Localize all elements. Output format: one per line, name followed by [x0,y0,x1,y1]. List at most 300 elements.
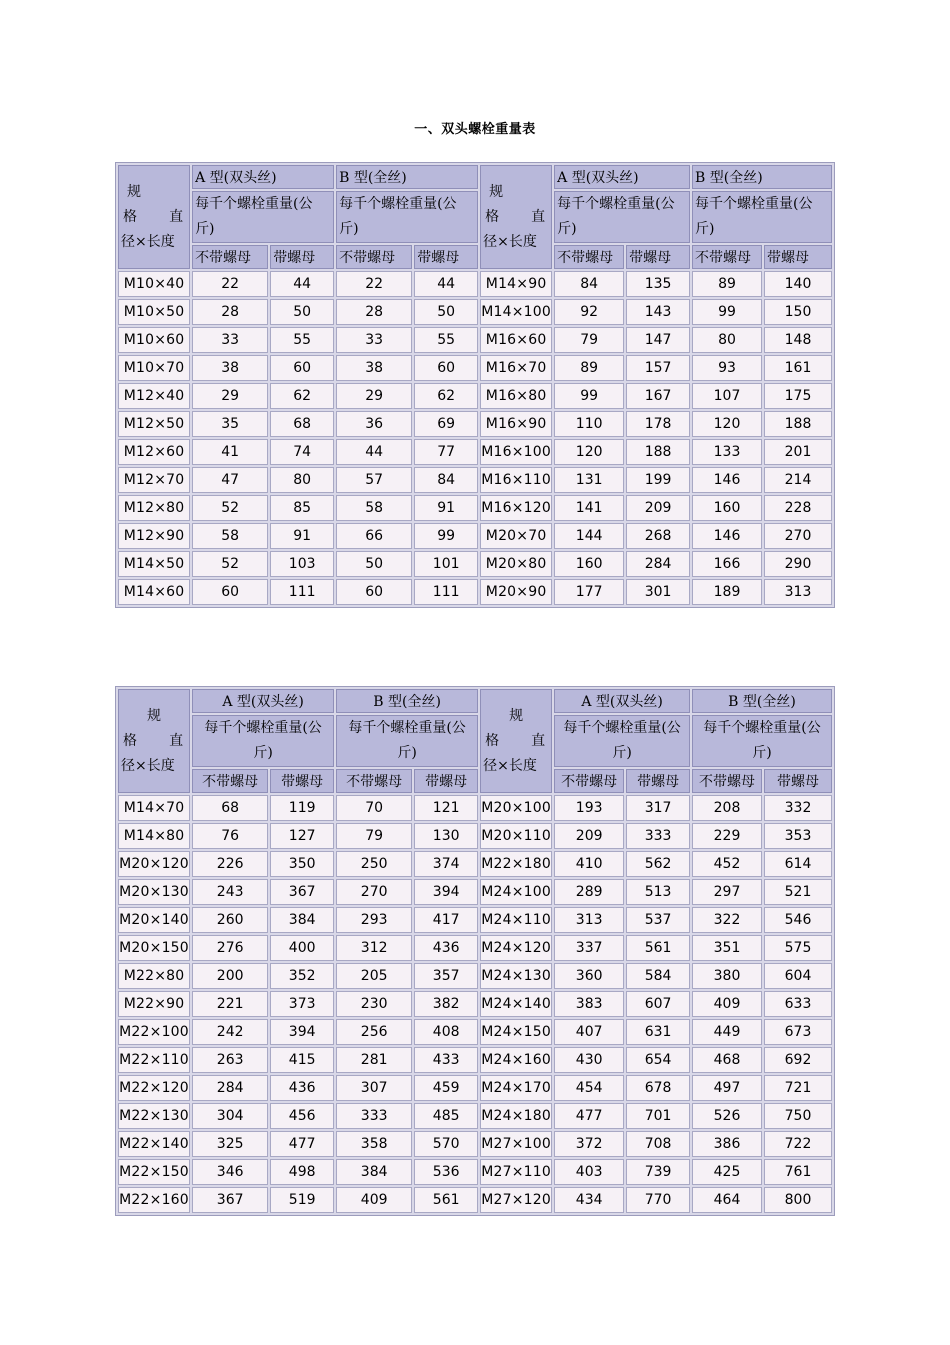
table-row [118,1019,832,1045]
spec-cell: M24×120 [480,935,552,961]
type-a-with-nut-cell: 103 [270,551,334,577]
type-a-with-nut-cell: 513 [626,879,690,905]
type-a-header: A 型(双头丝) [554,165,690,189]
type-b-no-nut-cell: 38 [336,355,412,381]
type-a-no-nut-cell: 38 [192,355,268,381]
type-a-no-nut-cell: 52 [192,495,268,521]
type-a-with-nut-cell: 44 [270,271,334,297]
type-a-with-nut-cell: 654 [626,1047,690,1073]
type-a-no-nut-cell: 131 [554,467,624,493]
unit-header-line1: 每千个螺栓重量(公 [195,196,313,212]
type-a-with-nut-cell: 436 [270,1075,334,1101]
type-b-no-nut-cell: 28 [336,299,412,325]
type-a-no-nut-cell: 200 [192,963,268,989]
spec-cell: M10×70 [118,355,190,381]
type-a-no-nut-cell: 52 [192,551,268,577]
type-a-no-nut-cell: 263 [192,1047,268,1073]
type-a-with-nut-cell: 74 [270,439,334,465]
type-a-with-nut-cell: 456 [270,1103,334,1129]
table-row [118,467,832,493]
bolt-weight-table-2 [115,686,835,1216]
type-a-with-nut-cell: 561 [626,935,690,961]
spec-cell: M20×150 [118,935,190,961]
type-b-no-nut-cell: 312 [336,935,412,961]
spec-cell: M27×110 [480,1159,552,1185]
type-b-no-nut-cell: 133 [692,439,762,465]
type-b-header: B 型(全丝) [336,165,478,189]
type-a-no-nut-cell: 79 [554,327,624,353]
type-b-no-nut-cell: 44 [336,439,412,465]
type-b-no-nut-cell: 256 [336,1019,412,1045]
spec-cell: M20×90 [480,579,552,605]
type-a-header: A 型(双头丝) [192,165,334,189]
type-b-with-nut-cell: 604 [764,963,832,989]
spec-header-line2 [119,205,189,230]
unit-header [192,715,334,767]
type-b-no-nut-cell: 351 [692,935,762,961]
table-row [118,495,832,521]
no-nut-header: 不带螺母 [192,769,268,793]
type-b-no-nut-cell: 208 [692,795,762,821]
with-nut-header: 带螺母 [626,245,690,269]
type-b-with-nut-cell: 394 [414,879,478,905]
spec-header-line2 [481,729,551,754]
type-b-with-nut-cell: 201 [764,439,832,465]
type-b-header: B 型(全丝) [692,165,832,189]
type-a-with-nut-cell: 111 [270,579,334,605]
spec-cell: M12×50 [118,411,190,437]
type-b-no-nut-cell: 50 [336,551,412,577]
type-a-no-nut-cell: 407 [554,1019,624,1045]
with-nut-header: 带螺母 [764,245,832,269]
type-b-with-nut-cell: 546 [764,907,832,933]
spec-cell: M14×50 [118,551,190,577]
spec-cell: M16×110 [480,467,552,493]
unit-header [336,191,478,243]
type-b-no-nut-cell: 58 [336,495,412,521]
type-b-with-nut-cell: 536 [414,1159,478,1185]
type-b-no-nut-cell: 205 [336,963,412,989]
spec-cell: M20×130 [118,879,190,905]
spec-cell: M22×150 [118,1159,190,1185]
table-row [118,963,832,989]
type-a-with-nut-cell: 400 [270,935,334,961]
type-b-no-nut-cell: 166 [692,551,762,577]
type-a-no-nut-cell: 141 [554,495,624,521]
type-b-no-nut-cell: 322 [692,907,762,933]
spec-cell: M24×150 [480,1019,552,1045]
type-b-no-nut-cell: 386 [692,1131,762,1157]
spec-cell: M14×60 [118,579,190,605]
type-a-with-nut-cell: 367 [270,879,334,905]
table-row [118,411,832,437]
header-row-nut [118,769,832,793]
header-row-unit [118,715,832,767]
type-a-with-nut-cell: 607 [626,991,690,1017]
unit-header-line1: 每千个螺栓重量(公 [703,720,821,736]
type-b-no-nut-cell: 497 [692,1075,762,1101]
no-nut-header: 不带螺母 [692,769,762,793]
type-a-with-nut-cell: 167 [626,383,690,409]
type-a-no-nut-cell: 284 [192,1075,268,1101]
type-b-no-nut-cell: 449 [692,1019,762,1045]
type-b-no-nut-cell: 22 [336,271,412,297]
type-b-with-nut-cell: 761 [764,1159,832,1185]
type-a-no-nut-cell: 68 [192,795,268,821]
type-a-with-nut-cell: 678 [626,1075,690,1101]
type-b-no-nut-cell: 120 [692,411,762,437]
spec-cell: M16×70 [480,355,552,381]
spec-cell: M14×80 [118,823,190,849]
spec-cell: M22×80 [118,963,190,989]
type-b-with-nut-cell: 722 [764,1131,832,1157]
spec-header [118,689,190,793]
table-row [118,355,832,381]
spec-cell: M12×80 [118,495,190,521]
spec-cell: M10×40 [118,271,190,297]
type-a-no-nut-cell: 221 [192,991,268,1017]
type-a-with-nut-cell: 384 [270,907,334,933]
type-a-with-nut-cell: 50 [270,299,334,325]
type-b-with-nut-cell: 408 [414,1019,478,1045]
page-title: 一、双头螺栓重量表 [414,122,536,137]
spec-cell: M16×100 [480,439,552,465]
type-a-no-nut-cell: 29 [192,383,268,409]
type-b-no-nut-cell: 29 [336,383,412,409]
type-a-with-nut-cell: 350 [270,851,334,877]
unit-header-line1: 每千个螺栓重量(公 [348,720,466,736]
spec-cell: M24×110 [480,907,552,933]
type-a-with-nut-cell: 157 [626,355,690,381]
type-b-no-nut-cell: 80 [692,327,762,353]
type-b-with-nut-cell: 140 [764,271,832,297]
with-nut-header: 带螺母 [626,769,690,793]
type-a-with-nut-cell: 519 [270,1187,334,1213]
spec-cell: M22×100 [118,1019,190,1045]
type-a-no-nut-cell: 144 [554,523,624,549]
header-row-nut [118,245,832,269]
spec-header-zhi: 直 [169,732,184,749]
type-b-with-nut-cell: 69 [414,411,478,437]
type-b-no-nut-cell: 270 [336,879,412,905]
type-b-with-nut-cell: 270 [764,523,832,549]
spec-header-ge: 格 [485,208,500,225]
type-b-with-nut-cell: 313 [764,579,832,605]
type-a-no-nut-cell: 313 [554,907,624,933]
type-b-no-nut-cell: 33 [336,327,412,353]
type-b-with-nut-cell: 382 [414,991,478,1017]
no-nut-header: 不带螺母 [336,245,412,269]
header-row-unit [118,191,832,243]
type-b-with-nut-cell: 150 [764,299,832,325]
spec-header-line1: 规 [147,707,162,724]
type-b-no-nut-cell: 358 [336,1131,412,1157]
type-b-with-nut-cell: 62 [414,383,478,409]
type-b-no-nut-cell: 99 [692,299,762,325]
type-a-no-nut-cell: 260 [192,907,268,933]
type-a-no-nut-cell: 383 [554,991,624,1017]
type-b-with-nut-cell: 374 [414,851,478,877]
type-a-with-nut-cell: 178 [626,411,690,437]
type-a-with-nut-cell: 91 [270,523,334,549]
type-b-no-nut-cell: 189 [692,579,762,605]
type-b-with-nut-cell: 417 [414,907,478,933]
type-b-with-nut-cell: 99 [414,523,478,549]
type-b-with-nut-cell: 800 [764,1187,832,1213]
table-row [118,879,832,905]
spec-header [118,165,190,269]
type-a-with-nut-cell: 373 [270,991,334,1017]
type-a-no-nut-cell: 89 [554,355,624,381]
table-row [118,439,832,465]
type-b-no-nut-cell: 409 [336,1187,412,1213]
spec-cell: M10×50 [118,299,190,325]
type-a-with-nut-cell: 498 [270,1159,334,1185]
spec-header-zhi: 直 [169,208,184,225]
type-a-header: A 型(双头丝) [192,689,334,713]
type-b-header: B 型(全丝) [692,689,832,713]
unit-header-line1: 每千个螺栓重量(公 [563,720,681,736]
spec-cell: M16×120 [480,495,552,521]
type-b-no-nut-cell: 160 [692,495,762,521]
type-a-with-nut-cell: 739 [626,1159,690,1185]
unit-header-line2: 斤) [612,745,632,761]
with-nut-header: 带螺母 [414,245,478,269]
type-b-no-nut-cell: 297 [692,879,762,905]
no-nut-header: 不带螺母 [692,245,762,269]
type-b-with-nut-cell: 721 [764,1075,832,1101]
type-a-no-nut-cell: 60 [192,579,268,605]
spec-header-ge: 格 [485,732,500,749]
type-a-with-nut-cell: 317 [626,795,690,821]
type-b-no-nut-cell: 425 [692,1159,762,1185]
type-b-with-nut-cell: 50 [414,299,478,325]
type-a-with-nut-cell: 415 [270,1047,334,1073]
type-b-with-nut-cell: 228 [764,495,832,521]
type-a-with-nut-cell: 537 [626,907,690,933]
unit-header-line2: 斤) [557,221,577,237]
table-row [118,271,832,297]
type-b-with-nut-cell: 614 [764,851,832,877]
type-b-no-nut-cell: 293 [336,907,412,933]
unit-header [192,191,334,243]
type-b-no-nut-cell: 307 [336,1075,412,1101]
type-b-with-nut-cell: 575 [764,935,832,961]
type-a-no-nut-cell: 120 [554,439,624,465]
spec-cell: M16×60 [480,327,552,353]
type-a-with-nut-cell: 60 [270,355,334,381]
table-row [118,1159,832,1185]
type-a-no-nut-cell: 41 [192,439,268,465]
type-a-with-nut-cell: 333 [626,823,690,849]
spec-cell: M24×180 [480,1103,552,1129]
type-a-no-nut-cell: 372 [554,1131,624,1157]
spec-header-line3: 径×长度 [483,757,537,774]
type-b-no-nut-cell: 70 [336,795,412,821]
type-b-with-nut-cell: 290 [764,551,832,577]
type-a-no-nut-cell: 84 [554,271,624,297]
with-nut-header: 带螺母 [270,769,334,793]
spec-header-zhi: 直 [531,208,546,225]
type-a-with-nut-cell: 135 [626,271,690,297]
type-b-no-nut-cell: 281 [336,1047,412,1073]
type-a-no-nut-cell: 99 [554,383,624,409]
type-a-no-nut-cell: 346 [192,1159,268,1185]
no-nut-header: 不带螺母 [554,769,624,793]
spec-cell: M12×90 [118,523,190,549]
type-a-no-nut-cell: 454 [554,1075,624,1101]
type-a-no-nut-cell: 226 [192,851,268,877]
spec-cell: M24×170 [480,1075,552,1101]
with-nut-header: 带螺母 [764,769,832,793]
spec-cell: M20×100 [480,795,552,821]
spec-cell: M22×110 [118,1047,190,1073]
type-a-with-nut-cell: 301 [626,579,690,605]
type-a-with-nut-cell: 85 [270,495,334,521]
type-a-no-nut-cell: 28 [192,299,268,325]
type-b-with-nut-cell: 561 [414,1187,478,1213]
type-a-with-nut-cell: 188 [626,439,690,465]
type-b-no-nut-cell: 57 [336,467,412,493]
spec-cell: M22×180 [480,851,552,877]
type-b-with-nut-cell: 692 [764,1047,832,1073]
spec-cell: M20×110 [480,823,552,849]
unit-header-line1: 每千个螺栓重量(公 [695,196,813,212]
type-b-with-nut-cell: 60 [414,355,478,381]
unit-header-line2: 斤) [397,745,417,761]
spec-header-line1: 规 [489,183,504,200]
type-a-no-nut-cell: 92 [554,299,624,325]
table-row [118,579,832,605]
type-b-with-nut-cell: 459 [414,1075,478,1101]
spec-cell: M10×60 [118,327,190,353]
spec-header [480,689,552,793]
type-a-no-nut-cell: 325 [192,1131,268,1157]
type-b-no-nut-cell: 146 [692,467,762,493]
type-b-with-nut-cell: 84 [414,467,478,493]
type-a-no-nut-cell: 410 [554,851,624,877]
type-a-no-nut-cell: 276 [192,935,268,961]
type-b-no-nut-cell: 66 [336,523,412,549]
type-a-with-nut-cell: 143 [626,299,690,325]
spec-header-line3: 径×长度 [121,757,175,774]
type-a-with-nut-cell: 80 [270,467,334,493]
type-a-no-nut-cell: 289 [554,879,624,905]
type-a-no-nut-cell: 360 [554,963,624,989]
type-a-with-nut-cell: 394 [270,1019,334,1045]
type-b-with-nut-cell: 77 [414,439,478,465]
type-a-no-nut-cell: 304 [192,1103,268,1129]
spec-header-ge: 格 [123,208,137,225]
unit-header [692,715,832,767]
spec-cell: M20×140 [118,907,190,933]
type-b-with-nut-cell: 161 [764,355,832,381]
type-b-with-nut-cell: 148 [764,327,832,353]
type-a-with-nut-cell: 268 [626,523,690,549]
type-a-with-nut-cell: 119 [270,795,334,821]
unit-header [554,191,690,243]
type-b-no-nut-cell: 89 [692,271,762,297]
type-b-with-nut-cell: 353 [764,823,832,849]
type-b-no-nut-cell: 333 [336,1103,412,1129]
with-nut-header: 带螺母 [414,769,478,793]
table-row [118,1103,832,1129]
type-b-with-nut-cell: 55 [414,327,478,353]
no-nut-header: 不带螺母 [336,769,412,793]
type-b-with-nut-cell: 130 [414,823,478,849]
type-a-with-nut-cell: 62 [270,383,334,409]
type-a-no-nut-cell: 242 [192,1019,268,1045]
type-b-no-nut-cell: 229 [692,823,762,849]
header-row-type [118,165,832,189]
type-b-with-nut-cell: 111 [414,579,478,605]
table-row [118,1047,832,1073]
type-a-no-nut-cell: 434 [554,1187,624,1213]
spec-cell: M22×120 [118,1075,190,1101]
type-a-no-nut-cell: 177 [554,579,624,605]
type-a-no-nut-cell: 22 [192,271,268,297]
type-b-with-nut-cell: 91 [414,495,478,521]
unit-header-line1: 每千个螺栓重量(公 [557,196,675,212]
type-a-with-nut-cell: 209 [626,495,690,521]
unit-header-line2: 斤) [695,221,715,237]
unit-header-line1: 每千个螺栓重量(公 [339,196,457,212]
type-a-with-nut-cell: 770 [626,1187,690,1213]
type-a-with-nut-cell: 147 [626,327,690,353]
spec-header-line1: 规 [509,707,524,724]
type-a-with-nut-cell: 708 [626,1131,690,1157]
table-row [118,907,832,933]
type-a-no-nut-cell: 209 [554,823,624,849]
type-b-with-nut-cell: 673 [764,1019,832,1045]
type-a-no-nut-cell: 193 [554,795,624,821]
unit-header [336,715,478,767]
type-b-with-nut-cell: 188 [764,411,832,437]
type-b-header: B 型(全丝) [336,689,478,713]
type-a-no-nut-cell: 47 [192,467,268,493]
spec-cell: M20×80 [480,551,552,577]
spec-cell: M14×100 [480,299,552,325]
spec-cell: M14×90 [480,271,552,297]
type-a-with-nut-cell: 477 [270,1131,334,1157]
table-row [118,991,832,1017]
spec-cell: M20×120 [118,851,190,877]
type-b-with-nut-cell: 485 [414,1103,478,1129]
type-b-with-nut-cell: 101 [414,551,478,577]
type-a-with-nut-cell: 127 [270,823,334,849]
with-nut-header: 带螺母 [270,245,334,269]
spec-cell: M27×120 [480,1187,552,1213]
spec-cell: M22×90 [118,991,190,1017]
type-b-no-nut-cell: 384 [336,1159,412,1185]
header-row-type [118,689,832,713]
table-row [118,823,832,849]
spec-cell: M24×160 [480,1047,552,1073]
type-a-no-nut-cell: 110 [554,411,624,437]
type-a-with-nut-cell: 701 [626,1103,690,1129]
no-nut-header: 不带螺母 [192,245,268,269]
type-b-no-nut-cell: 230 [336,991,412,1017]
type-b-with-nut-cell: 750 [764,1103,832,1129]
type-a-no-nut-cell: 243 [192,879,268,905]
type-a-no-nut-cell: 35 [192,411,268,437]
type-a-with-nut-cell: 68 [270,411,334,437]
table-row [118,935,832,961]
type-b-with-nut-cell: 121 [414,795,478,821]
table-row [118,1187,832,1213]
type-a-no-nut-cell: 76 [192,823,268,849]
type-b-with-nut-cell: 44 [414,271,478,297]
